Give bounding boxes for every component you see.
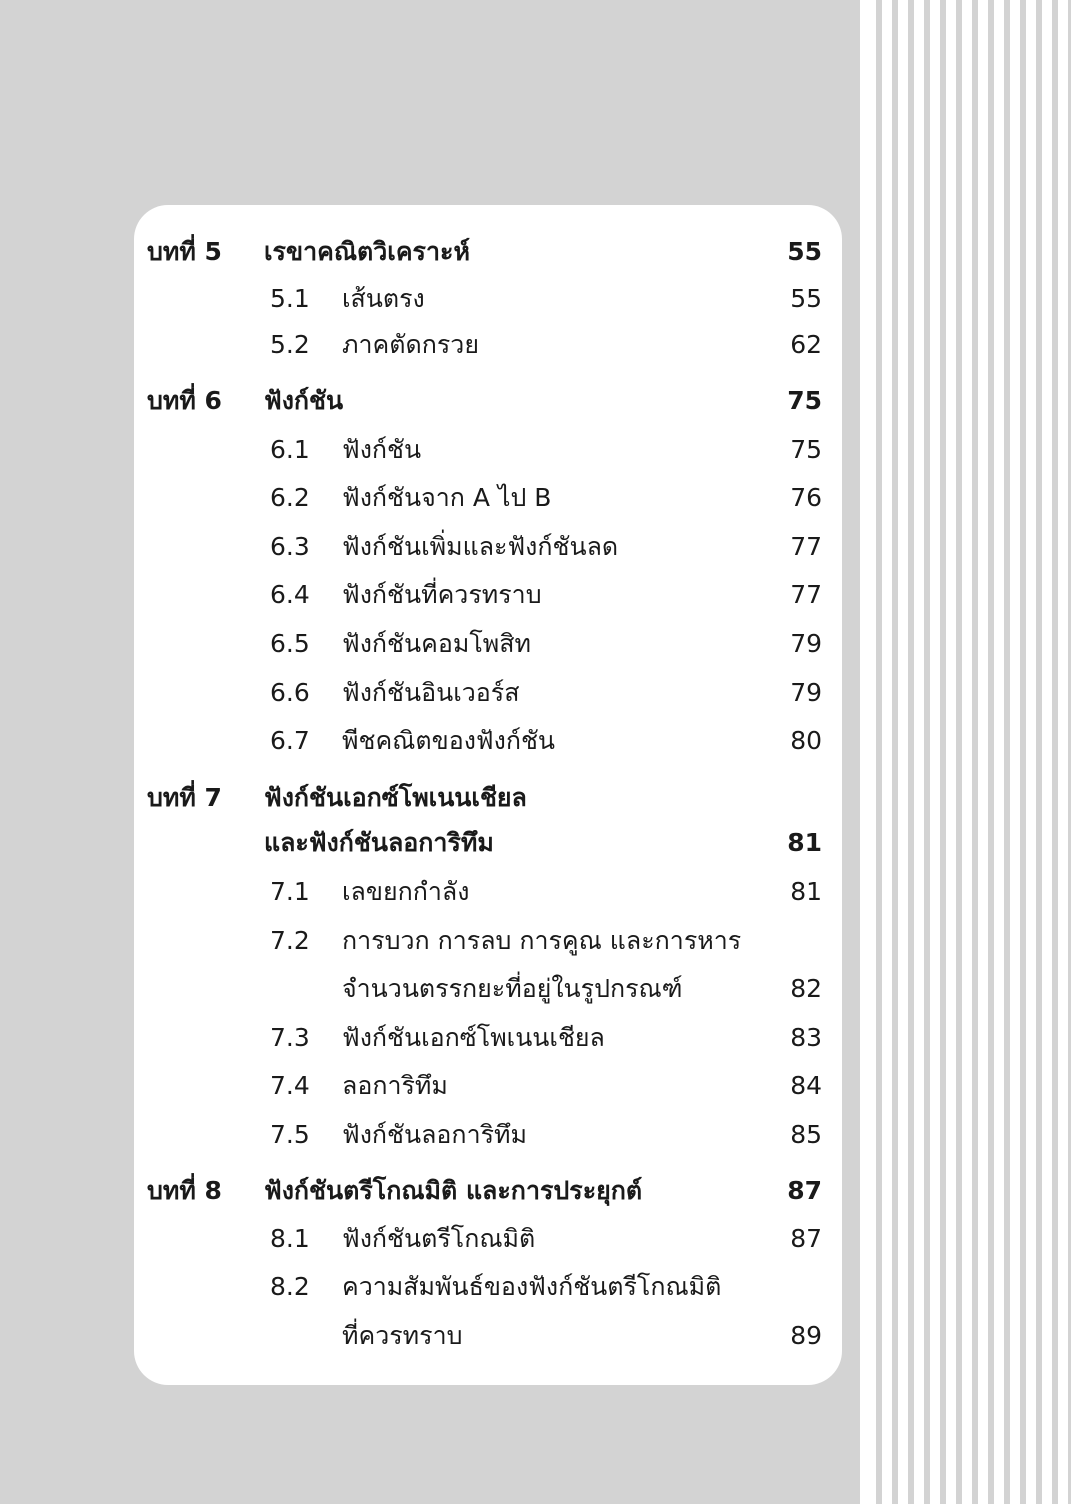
chapter-heading[interactable]: [134, 778, 842, 818]
page-number: 85: [790, 1120, 822, 1149]
section-number: 6.1: [270, 435, 310, 464]
toc-entry[interactable]: [134, 527, 842, 567]
toc-entry[interactable]: [134, 430, 842, 470]
chapter-heading[interactable]: [134, 232, 842, 272]
section-number: 6.5: [270, 629, 310, 658]
toc-entry[interactable]: [134, 1018, 842, 1058]
section-number: 7.4: [270, 1071, 310, 1100]
page-number: 76: [790, 483, 822, 512]
toc-entry[interactable]: [134, 673, 842, 713]
section-title-line-2: ที่ควรทราบ: [342, 1321, 463, 1350]
decorative-stripes: [860, 0, 1071, 1504]
page-number: 79: [790, 629, 822, 658]
chapter-title: เรขาคณิตวิเคราะห์: [264, 237, 470, 266]
toc-entry[interactable]: [134, 1219, 842, 1259]
chapter-title-line-2: และฟังก์ชันลอการิทึม: [264, 828, 494, 857]
toc-entry[interactable]: [134, 721, 842, 761]
page-number: 82: [790, 974, 822, 1003]
toc-entry-continued[interactable]: [134, 1316, 842, 1356]
table-of-contents: [134, 205, 842, 1385]
page-number: 77: [790, 580, 822, 609]
chapter-label: บทที่ 6: [147, 386, 222, 415]
section-number: 6.4: [270, 580, 310, 609]
page-number: 84: [790, 1071, 822, 1100]
section-number: 6.2: [270, 483, 310, 512]
section-number: 7.5: [270, 1120, 310, 1149]
section-title-line-1: การบวก การลบ การคูณ และการหาร: [342, 926, 742, 955]
section-number: 6.7: [270, 726, 310, 755]
section-title: ฟังก์ชันที่ควรทราบ: [342, 580, 542, 609]
page-number: 75: [787, 386, 822, 415]
section-title-line-2: จำนวนตรรกยะที่อยู่ในรูปกรณฑ์: [342, 974, 683, 1003]
toc-entry[interactable]: [134, 624, 842, 664]
section-title: พีชคณิตของฟังก์ชัน: [342, 726, 556, 755]
page-number: 87: [787, 1176, 822, 1205]
page-number: 62: [790, 330, 822, 359]
section-title: เลขยกกำลัง: [342, 877, 470, 906]
section-title: ฟังก์ชันอินเวอร์ส: [342, 678, 520, 707]
section-title: เส้นตรง: [342, 284, 425, 313]
section-number: 8.1: [270, 1224, 310, 1253]
toc-entry-continued[interactable]: [134, 969, 842, 1009]
page-number: 87: [790, 1224, 822, 1253]
page-number: 81: [787, 828, 822, 857]
section-title: ฟังก์ชันเอกซ์โพเนนเชียล: [342, 1023, 605, 1052]
toc-entry[interactable]: [134, 279, 842, 319]
chapter-title: ฟังก์ชันตรีโกณมิติ และการประยุกต์: [264, 1176, 643, 1205]
chapter-heading[interactable]: [134, 1171, 842, 1211]
page-number: 80: [790, 726, 822, 755]
section-number: 7.1: [270, 877, 310, 906]
page-number: 55: [790, 284, 822, 313]
page-number: 89: [790, 1321, 822, 1350]
section-title-line-1: ความสัมพันธ์ของฟังก์ชันตรีโกณมิติ: [342, 1272, 722, 1301]
page-number: 81: [790, 877, 822, 906]
chapter-title-line-1: ฟังก์ชันเอกซ์โพเนนเชียล: [264, 783, 527, 812]
page-number: 75: [790, 435, 822, 464]
section-title: ฟังก์ชันลอการิทึม: [342, 1120, 527, 1149]
toc-entry[interactable]: [134, 575, 842, 615]
section-number: 5.1: [270, 284, 310, 313]
chapter-heading[interactable]: [134, 381, 842, 421]
toc-entry[interactable]: [134, 325, 842, 365]
section-title: ฟังก์ชันเพิ่มและฟังก์ชันลด: [342, 532, 619, 561]
toc-entry[interactable]: [134, 1066, 842, 1106]
toc-entry[interactable]: [134, 921, 842, 961]
section-title: ลอการิทึม: [342, 1071, 448, 1100]
section-number: 6.6: [270, 678, 310, 707]
chapter-label: บทที่ 5: [147, 237, 222, 266]
page-number: 55: [787, 237, 822, 266]
section-title: ฟังก์ชันจาก A ไป B: [342, 483, 552, 512]
chapter-label: บทที่ 8: [147, 1176, 222, 1205]
section-number: 7.3: [270, 1023, 310, 1052]
toc-entry[interactable]: [134, 872, 842, 912]
section-title: ฟังก์ชันคอมโพสิท: [342, 629, 531, 658]
section-number: 8.2: [270, 1272, 310, 1301]
toc-entry[interactable]: [134, 478, 842, 518]
chapter-label: บทที่ 7: [147, 783, 222, 812]
section-number: 5.2: [270, 330, 310, 359]
section-number: 7.2: [270, 926, 310, 955]
page-number: 79: [790, 678, 822, 707]
chapter-title: ฟังก์ชัน: [264, 386, 344, 415]
page-number: 77: [790, 532, 822, 561]
chapter-heading-continued[interactable]: [134, 823, 842, 863]
section-number: 6.3: [270, 532, 310, 561]
section-title: ฟังก์ชันตรีโกณมิติ: [342, 1224, 536, 1253]
toc-entry[interactable]: [134, 1267, 842, 1307]
section-title: ภาคตัดกรวย: [342, 330, 479, 359]
toc-entry[interactable]: [134, 1115, 842, 1155]
section-title: ฟังก์ชัน: [342, 435, 422, 464]
page-number: 83: [790, 1023, 822, 1052]
